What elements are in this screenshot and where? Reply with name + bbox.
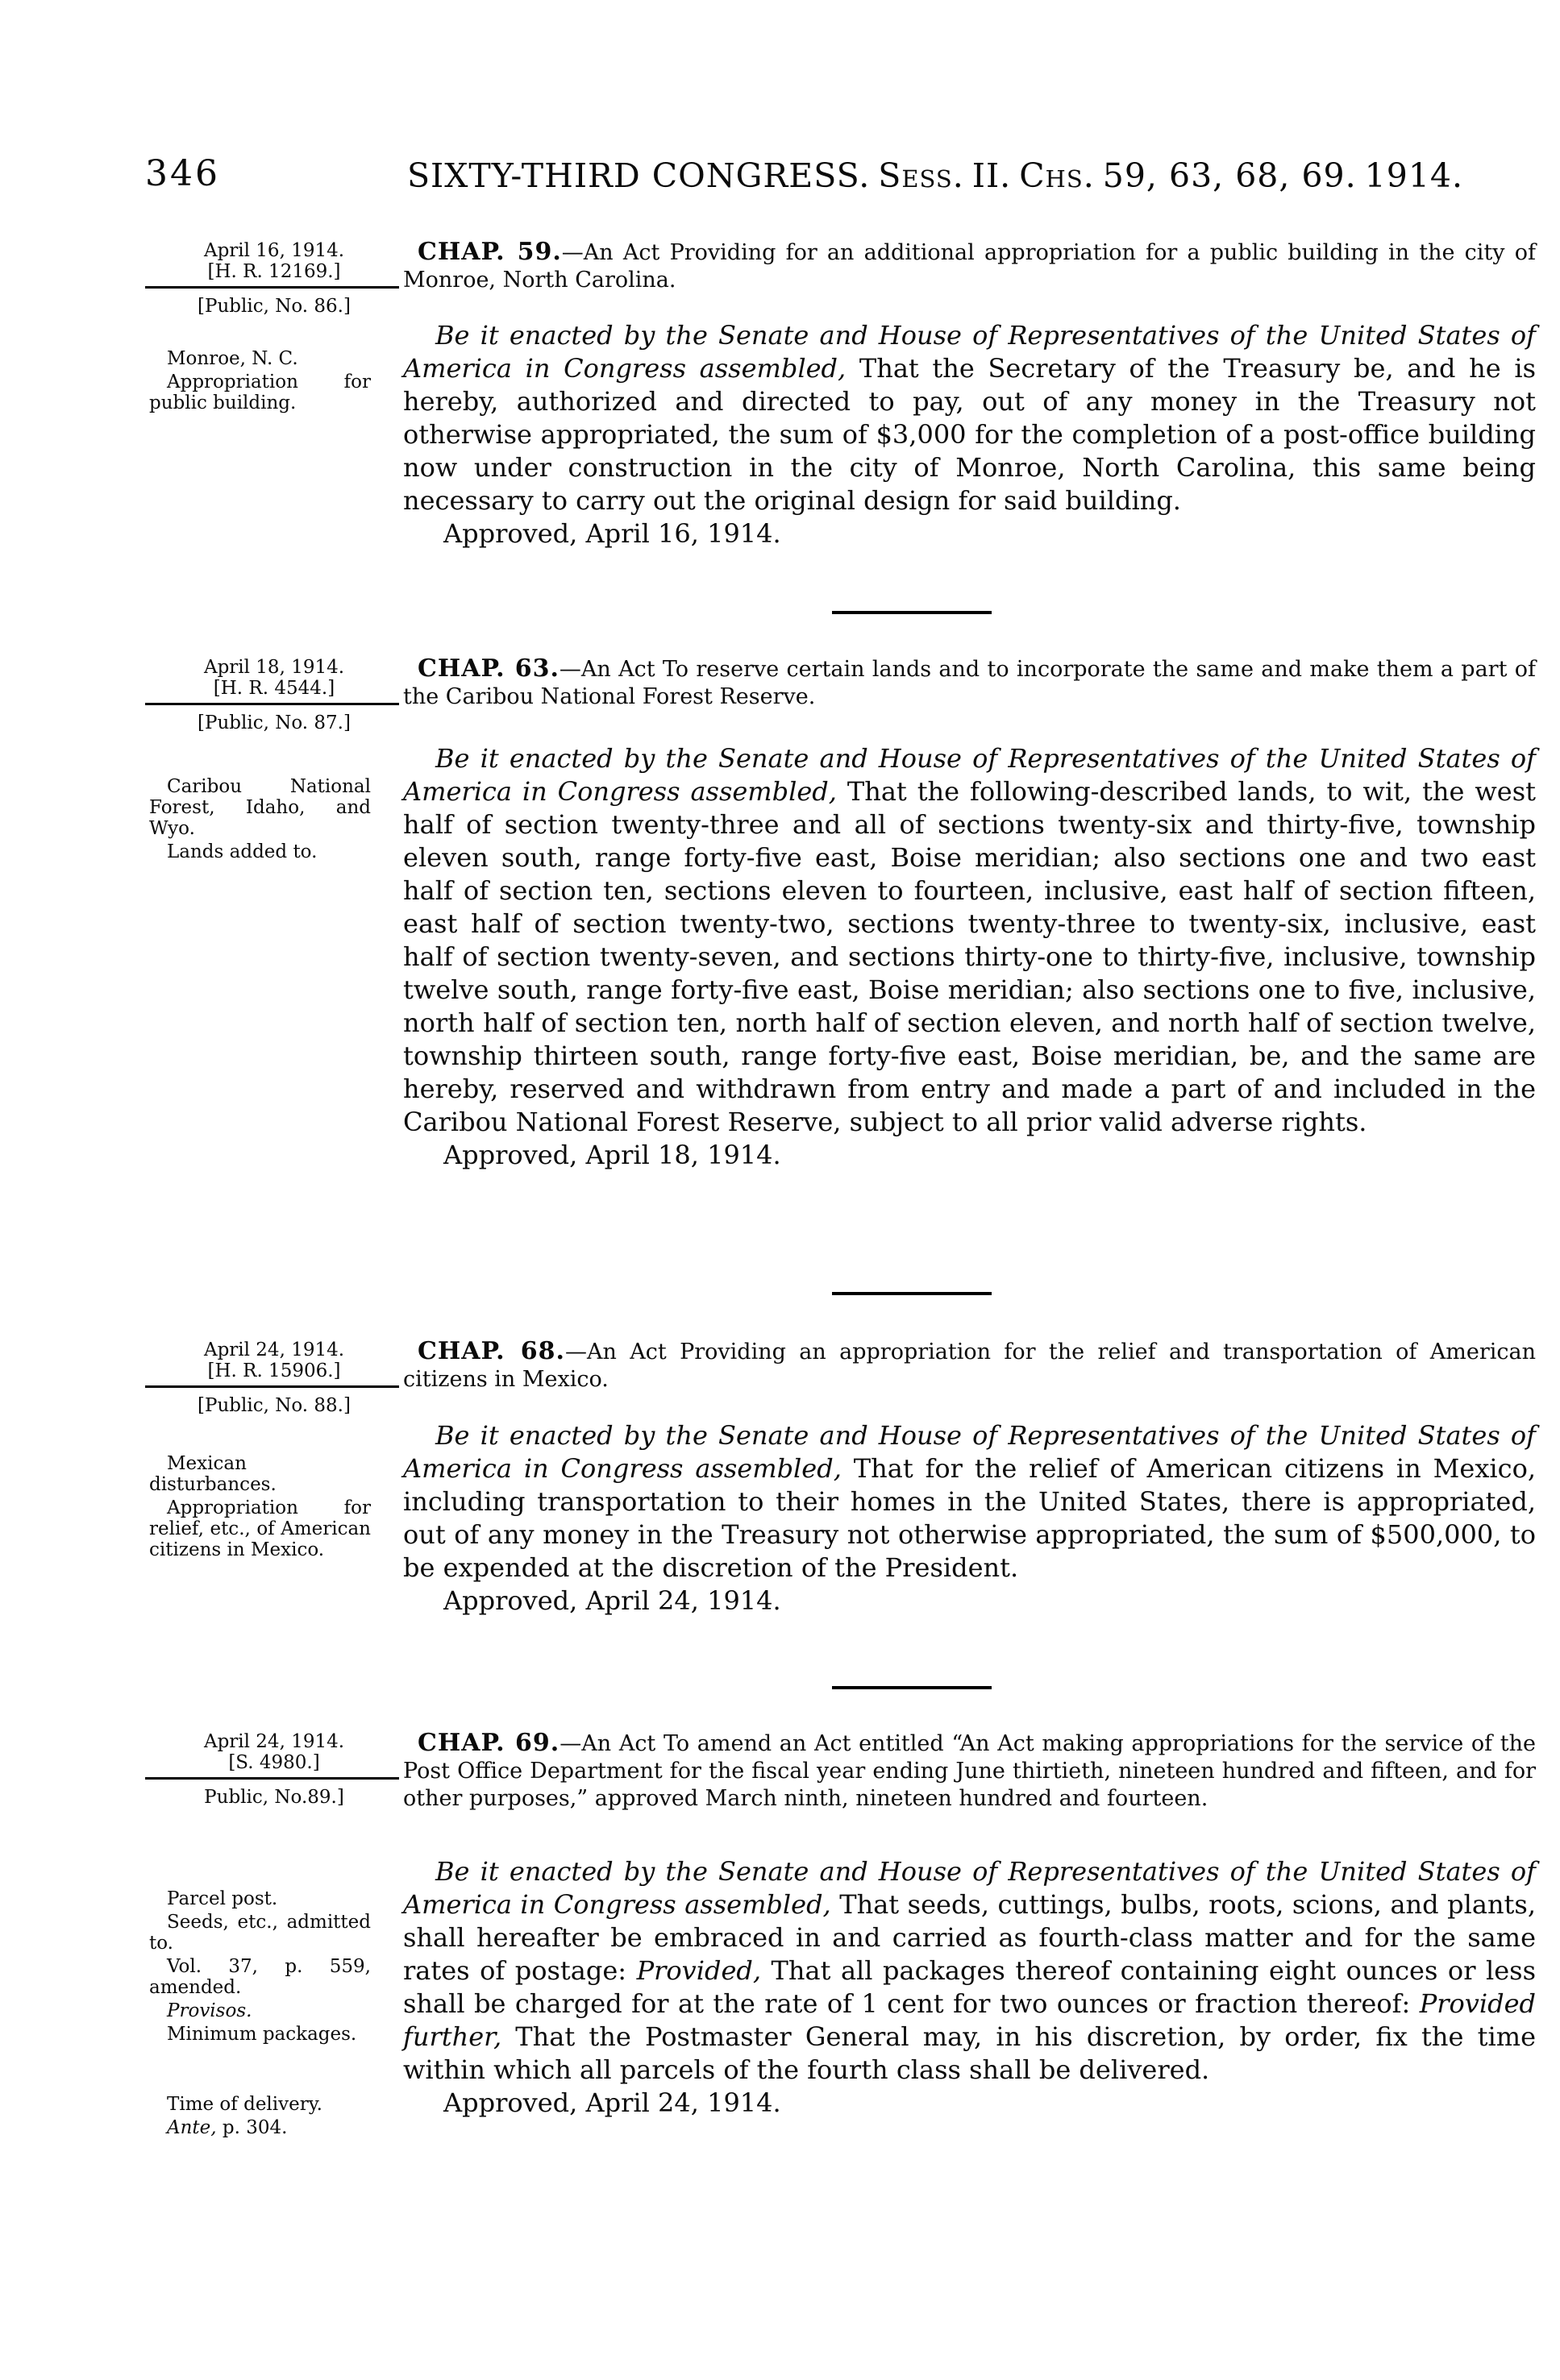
running-header — [339, 156, 1532, 195]
chap-heading — [403, 1338, 1536, 1394]
header-session-number: II. — [971, 156, 1012, 195]
chap-title: —An Act Providing an appropriation for the relief and transportation of American citizens in Mexico. — [403, 1340, 1537, 1392]
margin-public-no: [Public, No. 86.] — [198, 296, 351, 317]
body-column — [403, 239, 1536, 550]
chap-label: CHAP. 59. — [418, 238, 562, 266]
margin-public-no: [Public, No. 88.] — [198, 1395, 351, 1416]
header-chapter-numbers: 59, 63, 68, 69. — [1102, 156, 1357, 195]
body-column — [403, 1338, 1536, 1618]
body-paragraph: Be it enacted by the Senate and House of Representatives of the United States of America in Congress assembled, That the following-described lands, to wit, the west half of section twenty-three and all of sections twenty-six and thirty-five, township eleven south, range forty-five east, Boise meridian; also sections one and two east half of section ten, sections eleven to fourteen, inclusive, east half of section fifteen, east half of section twenty-two, sections twenty-three to twenty-six, inclusive, east half of section twenty-seven, and sections thirty-one to thirty-five, inclusive, township twelve south, range forty-five east, Boise meridian; also sections one to five, inclusive, north half of section ten, north half of section eleven, and north half of section twelve, township thirteen south, range forty-five east, Boise meridian, be, and the same are hereby, reserved and withdrawn from entry and made a part of and included in the Caribou National Forest Reserve, subject to all prior valid adverse rights. — [403, 743, 1537, 1137]
body-paragraph: Be it enacted by the Senate and House of Representatives of the United States of America in Congress assembled, That the Secretary of the Treasury be, and he is hereby, authorized and directed to pay, out of any money in the Treasury not otherwise appropriated, the sum of $3,000 for the completion of a post-office building now under construction in the city of Monroe, North Carolina, this same being necessary to carry out the original design for said building. — [403, 320, 1537, 516]
margin-bill-number: [H. R. 12169.] — [207, 261, 341, 282]
margin-rule — [145, 1777, 399, 1780]
section-divider — [832, 611, 992, 614]
page-number: 346 — [145, 153, 220, 194]
margin-note: Provisos. — [167, 2000, 252, 2021]
chap-heading — [403, 239, 1536, 294]
margin-note: Ante, p. 304. — [167, 2117, 288, 2138]
margin-note: Vol. 37, p. 559, amended. — [149, 1956, 371, 1998]
approved-line: Approved, April 24, 1914. — [443, 1585, 781, 1616]
margin-note: Mexican disturbances. — [149, 1453, 277, 1495]
margin-rule — [145, 1385, 399, 1388]
margin-note: Minimum packages. — [167, 2024, 357, 2045]
body-paragraph: Be it enacted by the Senate and House of Representatives of the United States of America in Congress assembled, That for the relief of American citizens in Mexico, including transportation to their homes in the United States, there is appropriated, out of any money in the Treasury not otherwise appropriated, the sum of $500,000, to be expended at the discretion of the President. — [403, 1420, 1537, 1583]
chap-heading — [403, 1730, 1536, 1813]
chap-label: CHAP. 69. — [418, 1729, 560, 1757]
header-chapters-label: Chs. — [1019, 156, 1095, 195]
margin-date: April 24, 1914. — [203, 1731, 345, 1752]
chap-title: —An Act Providing for an additional appropriation for a public building in the city of Monroe, North Carolina. — [403, 240, 1536, 293]
margin-rule — [145, 286, 399, 289]
margin-notes — [149, 776, 371, 862]
margin-rule — [145, 703, 399, 705]
margin-notes — [149, 348, 371, 413]
margin-note: Monroe, N. C. — [167, 348, 298, 369]
margin-note: Parcel post. — [167, 1888, 278, 1909]
margin-notes — [149, 1888, 371, 2045]
margin-public-no: [Public, No. 87.] — [198, 712, 351, 733]
chap-title: —An Act To amend an Act entitled “An Act making appropriations for the service of the Post Office Department for the fiscal year ending June thirtieth, nineteen hundred and fifteen, and for other purposes,” approved March ninth, nineteen hundred and fourteen. — [403, 1731, 1537, 1811]
chap-heading — [403, 655, 1536, 711]
margin-note: Appropriation for relief, etc., of American citizens in Mexico. — [149, 1497, 371, 1560]
margin-bill-number: [S. 4980.] — [228, 1752, 320, 1773]
margin-notes — [149, 1453, 371, 1560]
margin-date: April 16, 1914. — [203, 240, 345, 261]
section-divider — [832, 1292, 992, 1295]
margin-bill-number: [H. R. 15906.] — [207, 1360, 341, 1381]
margin-note: Lands added to. — [167, 841, 318, 862]
margin-date: April 18, 1914. — [203, 657, 345, 678]
chap-label: CHAP. 63. — [418, 654, 560, 683]
chap-title: —An Act To reserve certain lands and to incorporate the same and make them a part of the Caribou National Forest Reserve. — [403, 657, 1536, 709]
margin-note: Time of delivery. — [167, 2094, 322, 2115]
chap-label: CHAP. 68. — [418, 1337, 565, 1365]
margin-public-no: Public, No.89.] — [204, 1787, 344, 1808]
body-column — [403, 1730, 1536, 2120]
approved-line: Approved, April 18, 1914. — [443, 1140, 781, 1170]
margin-bill-number: [H. R. 4544.] — [213, 678, 335, 699]
margin-note: Appropriation for public building. — [149, 372, 371, 413]
margin-notes — [149, 2094, 371, 2138]
margin-date: April 24, 1914. — [203, 1340, 345, 1360]
body-paragraph: Be it enacted by the Senate and House of Representatives of the United States of America in Congress assembled, That seeds, cuttings, bulbs, roots, scions, and plants, shall hereafter be embraced in and carried as fourth-class matter and for the same rates of postage: Provided, That all packages thereof containing eight ounces or less shall be charged for at the rate of 1 cent for two ounces or fraction thereof: Provided further, That the Postmaster General may, in his discretion, by order, fix the time within which all parcels of the fourth class shall be delivered. — [403, 1856, 1537, 2085]
approved-line: Approved, April 16, 1914. — [443, 518, 781, 549]
header-congress: SIXTY-THIRD CONGRESS. — [406, 156, 871, 195]
section-divider — [832, 1686, 992, 1689]
header-session-label: Sess. — [878, 156, 964, 195]
margin-note: Caribou National Forest, Idaho, and Wyo. — [149, 776, 371, 839]
body-column — [403, 655, 1536, 1172]
header-year: 1914. — [1364, 156, 1464, 195]
margin-note: Seeds, etc., admitted to. — [149, 1912, 371, 1954]
approved-line: Approved, April 24, 1914. — [443, 2087, 781, 2118]
